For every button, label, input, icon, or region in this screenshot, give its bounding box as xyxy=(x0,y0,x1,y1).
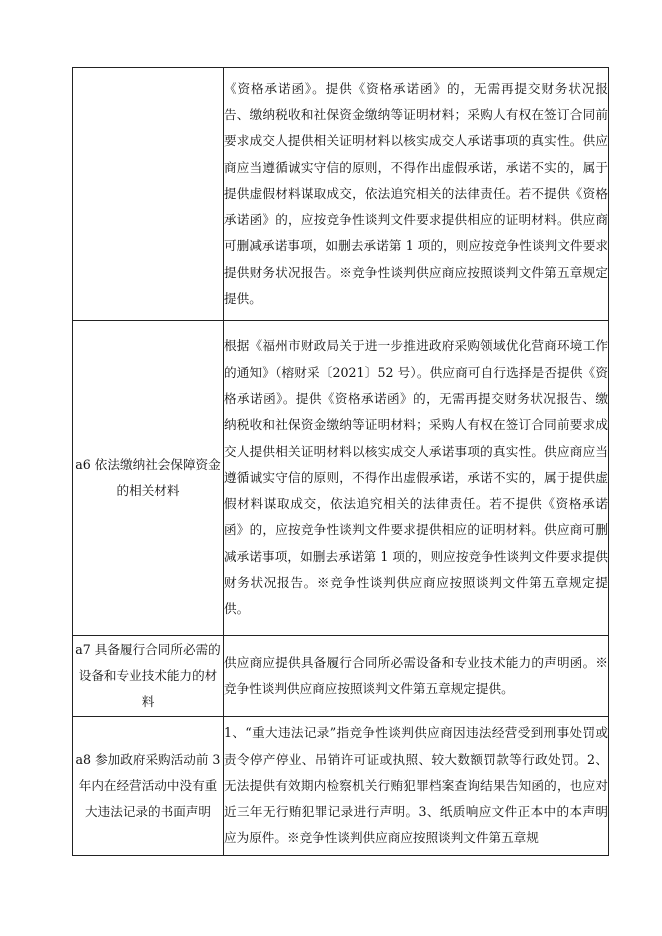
row-content: 根据《福州市财政局关于进一步推进政府采购领域优化营商环境工作的通知》（榕财采〔2021〕52 号）。供应商可自行选择是否提供《资格承诺函》。提供《资格承诺函》的，无需再提交财务状况报告、缴纳税收和社保资金缴纳等证明材料；采购人有权在签订合同前要求成交人提供相关证明材料以核实成交人承诺事项的真实性。供应商应当遵循诚实守信的原则，不得作出虚假承诺，承诺不实的，属于提供虚假材料谋取成交，依法追究相关的法律责任。若不提供《资格承诺函》的，应按竞争性谈判文件要求提供相应的证明材料。供应商可删减承诺事项，如删去承诺第 1 项的，则应按竞争性谈判文件要求提供财务状况报告。※竞争性谈判供应商应按照谈判文件第五章规定提供。 xyxy=(224,321,609,636)
row-label xyxy=(73,68,224,321)
row-content: 供应商应提供具备履行合同所必需设备和专业技术能力的声明函。※竞争性谈判供应商应按照谈判文件第五章规定提供。 xyxy=(224,636,609,717)
qualification-table xyxy=(72,67,609,856)
row-label: a7 具备履行合同所必需的设备和专业技术能力的材料 xyxy=(73,636,224,717)
table-row xyxy=(73,636,609,717)
row-content: 《资格承诺函》。提供《资格承诺函》的，无需再提交财务状况报告、缴纳税收和社保资金缴纳等证明材料；采购人有权在签订合同前要求成交人提供相关证明材料以核实成交人承诺事项的真实性。供应商应当遵循诚实守信的原则，不得作出虚假承诺，承诺不实的，属于提供虚假材料谋取成交，依法追究相关的法律责任。若不提供《资格承诺函》的，应按竞争性谈判文件要求提供相应的证明材料。供应商可删减承诺事项，如删去承诺第 1 项的，则应按竞争性谈判文件要求提供财务状况报告。※竞争性谈判供应商应按照谈判文件第五章规定提供。 xyxy=(224,68,609,321)
table-row xyxy=(73,68,609,321)
row-label: a6 依法缴纳社会保障资金的相关材料 xyxy=(73,321,224,636)
row-label: a8 参加政府采购活动前 3 年内在经营活动中没有重大违法记录的书面声明 xyxy=(73,717,224,856)
table-row xyxy=(73,717,609,856)
table-row xyxy=(73,321,609,636)
row-content: 1、“重大违法记录”指竞争性谈判供应商因违法经营受到刑事处罚或责令停产停业、吊销许可证或执照、较大数额罚款等行政处罚。2、无法提供有效期内检察机关行贿犯罪档案查询结果告知函的，也应对近三年无行贿犯罪记录进行声明。3、纸质响应文件正本中的本声明应为原件。※竞争性谈判供应商应按照谈判文件第五章规 xyxy=(224,717,609,856)
